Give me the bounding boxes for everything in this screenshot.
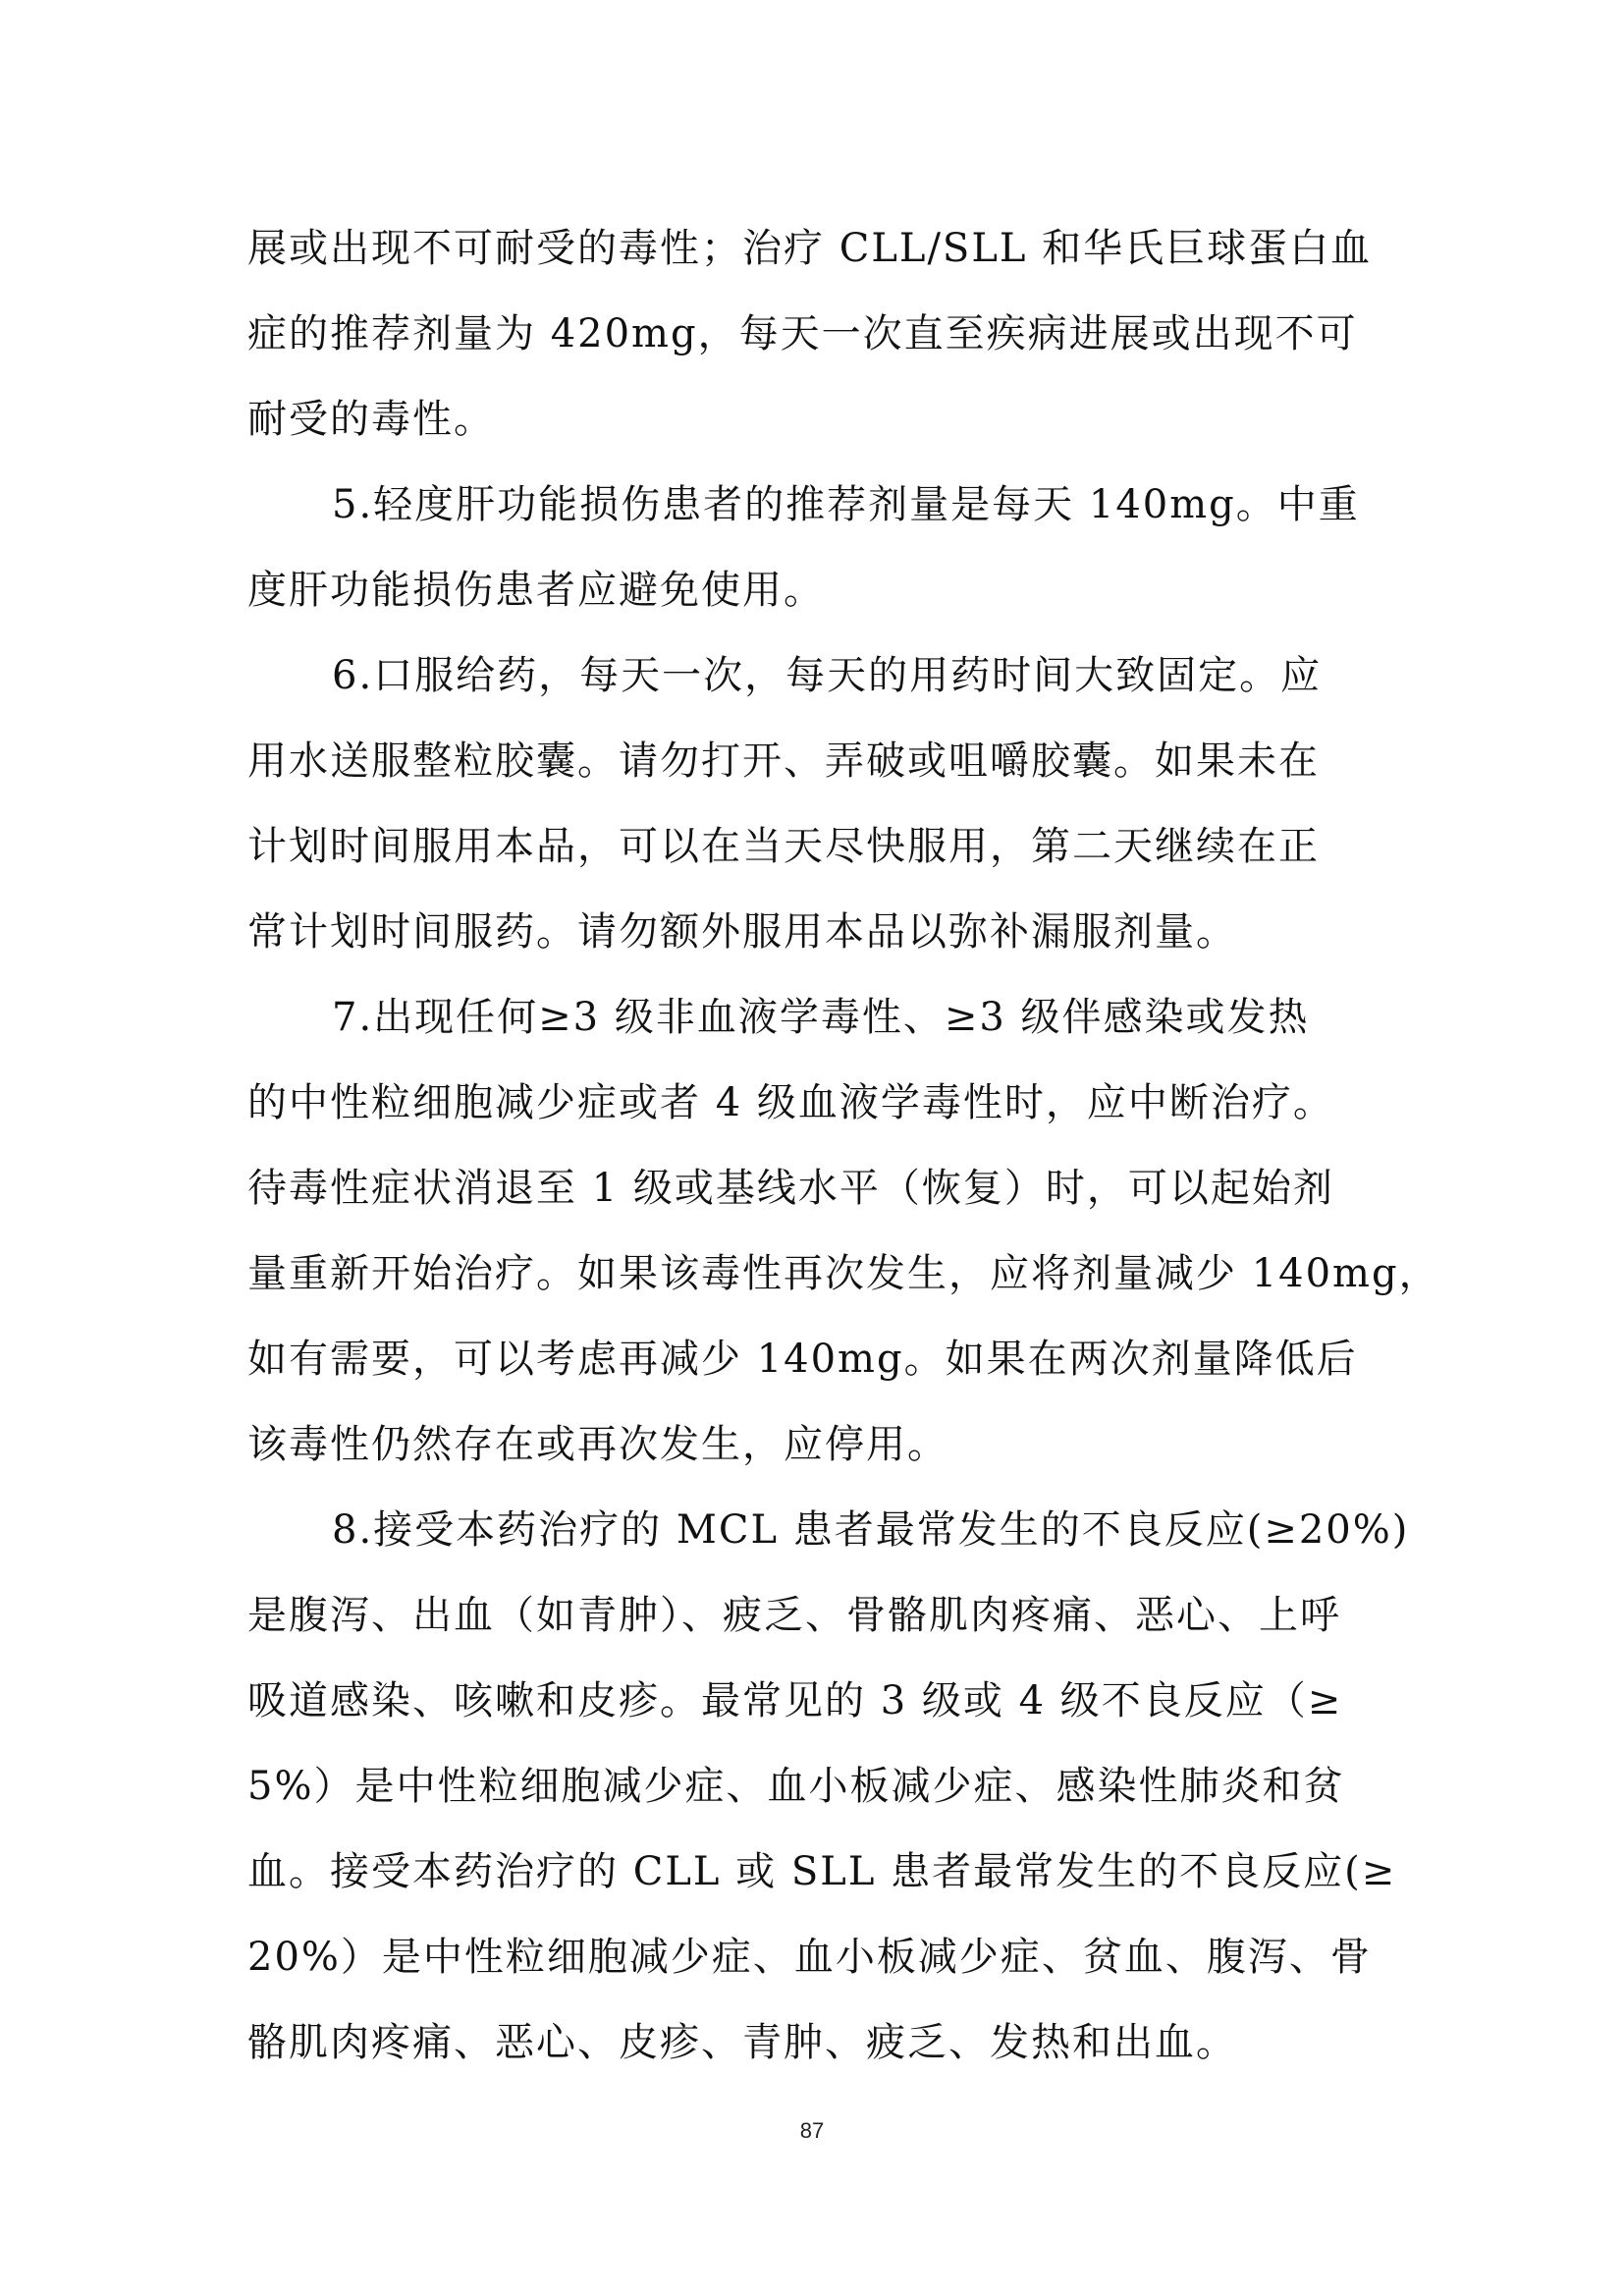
text-line: 血。接受本药治疗的 CLL 或 SLL 患者最常发生的不良反应(≥: [247, 1849, 1397, 1894]
text-line: 该毒性仍然存在或再次发生，应停用。: [247, 1422, 948, 1467]
text-line: 用水送服整粒胶囊。请勿打开、弄破或咀嚼胶囊。如果未在: [247, 738, 1320, 784]
text-line: 耐受的毒性。: [247, 397, 495, 442]
text-line: 20%）是中性粒细胞减少症、血小板减少症、贫血、腹泻、骨: [247, 1935, 1372, 1980]
text-line: 是腹泻、出血（如青肿）、疲乏、骨骼肌肉疼痛、恶心、上呼: [247, 1593, 1341, 1638]
page-number: 87: [799, 2118, 825, 2143]
text-line: 的中性粒细胞减少症或者 4 级血液学毒性时，应中断治疗。: [247, 1080, 1334, 1125]
text-line: 常计划时间服药。请勿额外服用本品以弥补漏服剂量。: [247, 909, 1237, 955]
text-line: 吸道感染、咳嗽和皮疹。最常见的 3 级或 4 级不良反应（≥: [247, 1678, 1343, 1723]
text-line: 量重新开始治疗。如果该毒性再次发生，应将剂量减少 140mg，: [247, 1251, 1440, 1296]
text-line: 计划时间服用本品，可以在当天尽快服用，第二天继续在正: [247, 824, 1320, 869]
text-line: 8.接受本药治疗的 MCL 患者最常发生的不良反应(≥20%): [332, 1507, 1410, 1553]
text-line: 5%）是中性粒细胞减少症、血小板减少症、感染性肺炎和贫: [247, 1764, 1345, 1809]
text-line: 展或出现不可耐受的毒性；治疗 CLL/SLL 和华氏巨球蛋白血: [247, 226, 1373, 271]
text-line: 7.出现任何≥3 级非血液学毒性、≥3 级伴感染或发热: [332, 995, 1310, 1040]
text-line: 6.口服给药，每天一次，每天的用药时间大致固定。应: [332, 653, 1323, 698]
text-line: 如有需要，可以考虑再减少 140mg。如果在两次剂量降低后: [247, 1337, 1358, 1382]
text-line: 待毒性症状消退至 1 级或基线水平（恢复）时，可以起始剂: [247, 1166, 1334, 1211]
text-line: 骼肌肉疼痛、恶心、皮疹、青肿、疲乏、发热和出血。: [247, 2020, 1237, 2065]
text-line: 5.轻度肝功能损伤患者的推荐剂量是每天 140mg。中重: [332, 482, 1360, 527]
text-line: 度肝功能损伤患者应避免使用。: [247, 568, 825, 613]
text-line: 症的推荐剂量为 420mg，每天一次直至疾病进展或出现不可: [247, 311, 1358, 356]
body-text: [247, 206, 1440, 2086]
